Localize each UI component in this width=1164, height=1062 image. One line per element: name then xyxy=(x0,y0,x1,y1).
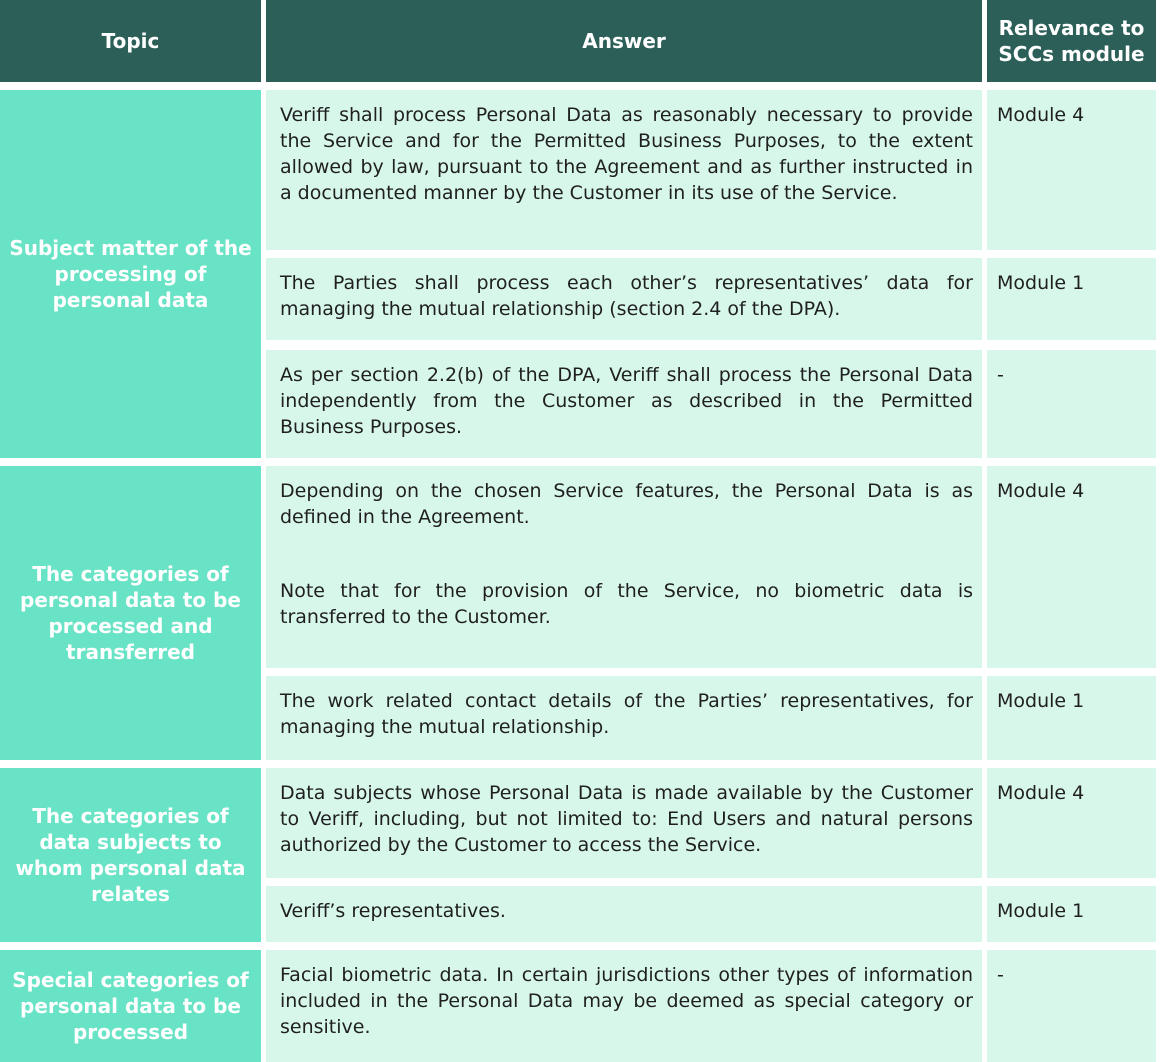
answer-text: Depending on the chosen Service features, the Personal Data is as defined in the Agreement. xyxy=(280,480,973,528)
module-cell: - xyxy=(987,950,1156,1062)
module-cell: Module 1 xyxy=(987,886,1156,942)
module-cell: Module 4 xyxy=(987,768,1156,878)
answer-text: Note that for the provision of the Service, no biometric data is transferred to the Customer. xyxy=(280,580,973,628)
topic-subject-matter: Subject matter of the processing of personal data xyxy=(0,90,261,458)
answer-cell xyxy=(266,466,982,668)
answer-text: The work related contact details of the Parties’ representatives, for managing the mutual relationship. xyxy=(280,690,973,738)
answer-cell xyxy=(266,886,982,942)
answer-text: The Parties shall process each other’s representatives’ data for managing the mutual relationship (section 2.4 of the DPA). xyxy=(280,272,973,320)
header-relevance: Relevance to SCCs module xyxy=(987,0,1156,82)
header-topic: Topic xyxy=(0,0,261,82)
answer-cell xyxy=(266,90,982,250)
module-cell: - xyxy=(987,350,1156,458)
answer-cell xyxy=(266,258,982,340)
answer-text: Veriff’s representatives. xyxy=(280,900,506,922)
answer-cell xyxy=(266,350,982,458)
header-answer: Answer xyxy=(266,0,982,82)
module-cell: Module 4 xyxy=(987,90,1156,250)
answer-cell xyxy=(266,768,982,878)
module-cell: Module 4 xyxy=(987,466,1156,668)
topic-special-categories: Special categories of personal data to be processed xyxy=(0,950,261,1062)
topic-personal-data-categories: The categories of personal data to be processed and transferred xyxy=(0,466,261,760)
module-cell: Module 1 xyxy=(987,258,1156,340)
answer-text: As per section 2.2(b) of the DPA, Veriff shall process the Personal Data independently from the Customer as described in the Permitted Business Purposes. xyxy=(280,364,973,438)
answer-cell xyxy=(266,950,982,1062)
answer-cell xyxy=(266,676,982,760)
module-cell: Module 1 xyxy=(987,676,1156,760)
answer-text: Veriff shall process Personal Data as reasonably necessary to provide the Service and for the Permitted Business Purposes, to the extent allowed by law, pursuant to the Agreement and as further instructed in a documented manner by the Customer in its use of the Service. xyxy=(280,104,973,204)
answer-text: Facial biometric data. In certain jurisdictions other types of information included in the Personal Data may be deemed as special category or sensitive. xyxy=(280,964,973,1038)
answer-text: Data subjects whose Personal Data is made available by the Customer to Veriff, including, but not limited to: End Users and natural persons authorized by the Customer to access the Service. xyxy=(280,782,973,856)
topic-data-subjects: The categories of data subjects to whom personal data relates xyxy=(0,768,261,942)
